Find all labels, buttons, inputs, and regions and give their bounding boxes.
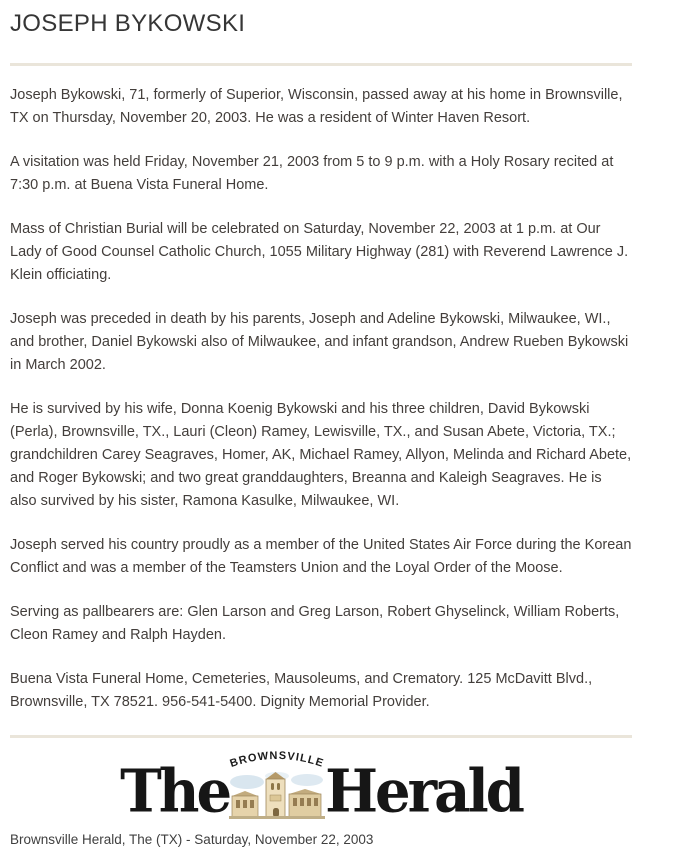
obituary-paragraph: Joseph was preceded in death by his parents, Joseph and Adeline Bykowski, Milwaukee, WI., and brother, Daniel Bykowski also of Milwaukee, and infant grandson, Andrew Rueben Bykowski in March 2002. <box>10 311 629 373</box>
divider-pre-logo <box>10 735 632 738</box>
obituary-paragraph: He is survived by his wife, Donna Koenig Bykowski and his three children, David Bykowski (Perla), Brownsville, TX., Lauri (Cleon) Ramey, Lewisville, TX., and Susan Abete, Victoria, TX.; grandchildren Carey Seagraves, Homer, AK, Michael Ramey, Allyon, Melinda and Richard Abete, and Roger Bykowski; and two great granddaughters, Breanna and Kaleigh Seagraves. He is also survived by his sister, Ramona Kasulke, Milwaukee, WI. <box>10 401 632 509</box>
obituary-paragraph: Mass of Christian Burial will be celebrated on Saturday, November 22, 2003 at 1 p.m. at Our Lady of Good Counsel Catholic Church, 1055 Military Highway (281) with Reverend Lawrence J. Klein officiating. <box>10 221 629 283</box>
obituary-paragraph: Joseph served his country proudly as a member of the United States Air Force during the Korean Conflict and was a member of the Teamsters Union and the Loyal Order of the Moose. <box>10 537 632 576</box>
logo-brownsville-arch <box>225 748 329 770</box>
logo-brownsville-text: BROWNSVILLE <box>228 749 326 770</box>
svg-text:BROWNSVILLE <box>229 750 326 770</box>
herald-building-illustration <box>229 770 325 820</box>
divider-top <box>10 63 632 66</box>
logo-herald-text: Herald <box>325 756 522 827</box>
obituary-paragraph: Buena Vista Funeral Home, Cemeteries, Mausoleums, and Crematory. 125 McDavitt Blvd., Brownsville, TX 78521. 956-541-5400. Dignity Memorial Provider. <box>10 671 593 710</box>
obituary-paragraph: Serving as pallbearers are: Glen Larson and Greg Larson, Robert Ghyselinck, William Roberts, Cleon Ramey and Ralph Hayden. <box>10 604 620 643</box>
obituary-paragraph: A visitation was held Friday, November 21, 2003 from 5 to 9 p.m. with a Holy Rosary recited at 7:30 p.m. at Buena Vista Funeral Home. <box>10 154 614 193</box>
logo-center-block <box>227 748 327 820</box>
brownsville-herald-logo <box>10 748 632 827</box>
source-attribution-line: Brownsville Herald, The (TX) - Saturday, November 22, 2003 <box>10 832 374 847</box>
logo-the-text: The <box>120 756 230 827</box>
obituary-body <box>10 84 632 714</box>
page-title: JOSEPH BYKOWSKI <box>10 10 246 37</box>
obituary-paragraph: Joseph Bykowski, 71, formerly of Superior, Wisconsin, passed away at his home in Brownsville, TX on Thursday, November 20, 2003. He was a resident of Winter Haven Resort. <box>10 87 623 126</box>
